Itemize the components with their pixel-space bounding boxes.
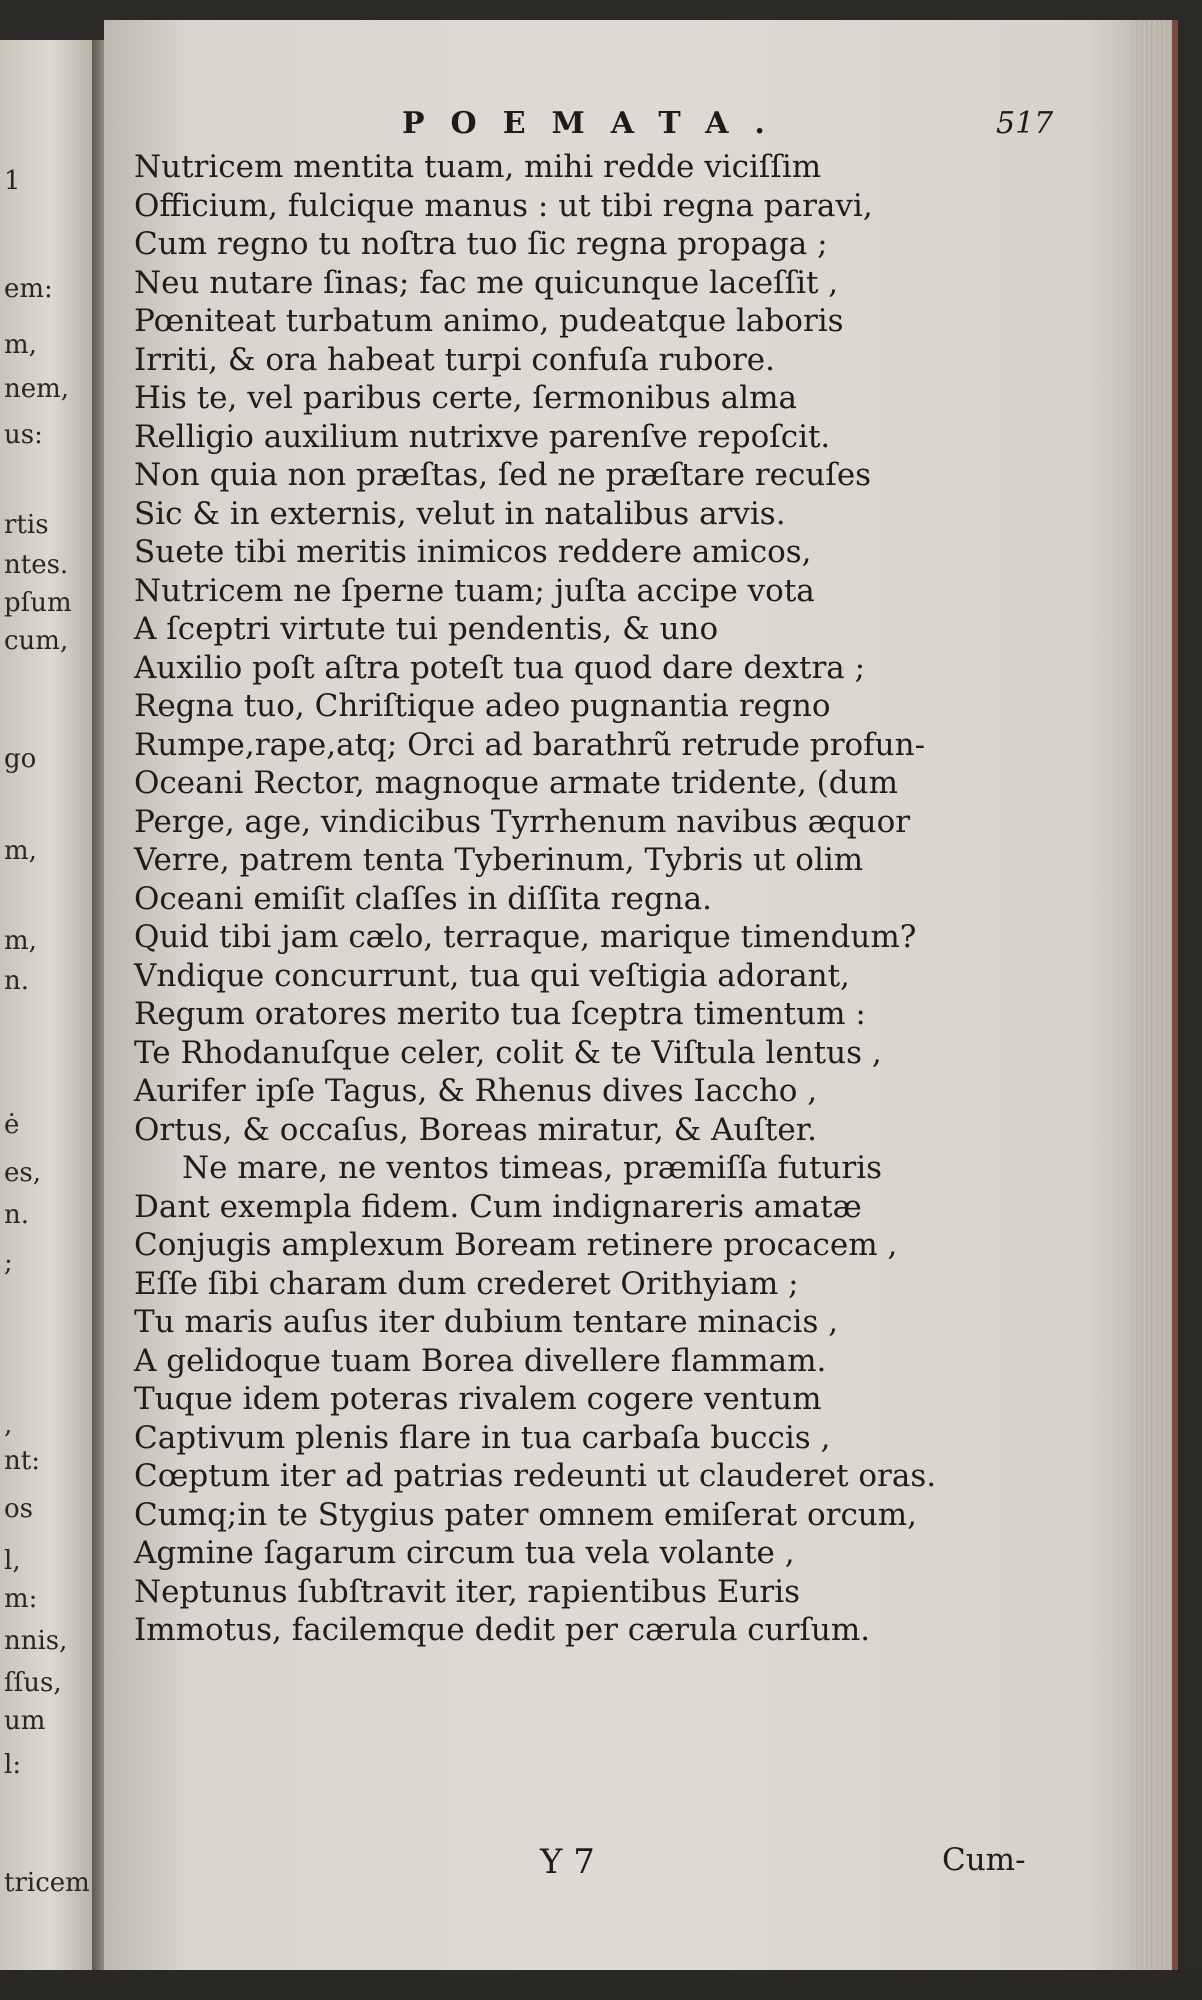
- poem-line: Cum regno tu noſtra tuo ſic regna propaga ;: [134, 226, 828, 262]
- poem-line: Oceani Rector, magnoque armate tridente, (dum: [134, 765, 898, 801]
- poem-line: Tu maris auſus iter dubium tentare minacis ,: [134, 1304, 839, 1340]
- margin-fragment: em:: [4, 274, 53, 304]
- poem-line: Quid tibi jam cælo, terraque, marique timendum?: [134, 919, 917, 955]
- poem-line: Captivum plenis flare in tua carbaſa buccis ,: [134, 1419, 831, 1456]
- page-footer: [104, 1842, 1172, 1886]
- book-bottom-edge: [0, 1970, 1202, 2000]
- margin-fragment: rtis: [4, 510, 49, 540]
- poem-line: Sic & in externis, velut in natalibus arvis.: [134, 495, 786, 532]
- poem-line: Nutricem mentita tuam, mihi redde viciſſim: [134, 149, 822, 185]
- poem-line: A ſceptri virtute tui pendentis, & uno: [134, 611, 719, 647]
- poem-line: Nutricem ne ſperne tuam; juſta accipe vota: [134, 572, 815, 609]
- page-number: 517: [996, 106, 1054, 141]
- poem-line: Conjugis amplexum Boream retinere procacem ,: [134, 1227, 898, 1263]
- poem-line: Immotus, facilemque dedit per cærula curſum.: [134, 1612, 871, 1648]
- margin-fragment: ntes.: [4, 550, 69, 580]
- poem-line: Officium, fulcique manus : ut tibi regna paravi,: [134, 187, 873, 224]
- poem-line: Tuque idem poteras rivalem cogere ventum: [134, 1381, 822, 1417]
- book-page: [104, 20, 1178, 1970]
- margin-fragment: m,: [4, 330, 37, 360]
- margin-fragment: l,: [4, 1546, 21, 1576]
- margin-fragment: m,: [4, 926, 37, 956]
- poem-line: Suete tibi meritis inimicos reddere amicos,: [134, 534, 812, 570]
- catchword: Cum-: [942, 1842, 1026, 1878]
- poem-line: Cœptum iter ad patrias redeunti ut clauderet oras.: [134, 1458, 937, 1494]
- page-header: [104, 106, 1172, 150]
- poem-line: Auxilio poſt aſtra poteſt tua quod dare dextra ;: [134, 649, 866, 686]
- margin-fragment: nnis,: [4, 1626, 68, 1656]
- poem-line: Cumq;in te Stygius pater omnem emiſerat orcum,: [134, 1496, 918, 1533]
- margin-fragment: cum,: [4, 626, 69, 656]
- margin-fragment: ,: [4, 1410, 13, 1440]
- poem-line: Regna tuo, Chriſtique adeo pugnantia regno: [134, 688, 831, 724]
- margin-fragment: ſſus,: [4, 1668, 62, 1698]
- running-title: POEMATA.: [402, 106, 791, 141]
- margin-fragment: nt:: [4, 1446, 40, 1476]
- poem-line: Neptunus ſubſtravit iter, rapientibus Euris: [134, 1573, 801, 1610]
- poem-line: Neu nutare ſinas; fac me quicunque laceſſit ,: [134, 264, 839, 301]
- margin-fragment: um: [4, 1706, 46, 1736]
- margin-fragment: pſum: [4, 588, 72, 618]
- poem-line: Pœniteat turbatum animo, pudeatque laboris: [134, 303, 844, 339]
- poem-line: Dant exempla fidem. Cum indignareris amatæ: [134, 1188, 862, 1225]
- poem-line: Irriti, & ora habeat turpi confuſa rubore.: [134, 341, 775, 378]
- poem-line: Verre, patrem tenta Tyberinum, Tybris ut olim: [134, 842, 864, 878]
- margin-fragment: os: [4, 1494, 33, 1524]
- poem-line: Te Rhodanuſque celer, colit & te Viſtula lentus ,: [134, 1034, 882, 1071]
- margin-fragment: m,: [4, 836, 37, 866]
- margin-fragment: n.: [4, 966, 30, 996]
- margin-fragment: go: [4, 744, 37, 774]
- poem-line: Perge, age, vindicibus Tyrrhenum navibus æquor: [134, 803, 911, 840]
- poem-line: Oceani emiſit claſſes in diſſita regna.: [134, 880, 712, 917]
- margin-fragment: tricem: [4, 1868, 90, 1898]
- margin-fragment: l:: [4, 1750, 22, 1780]
- previous-page-edge: [0, 40, 92, 1980]
- margin-fragment: n.: [4, 1200, 30, 1230]
- poem-line: Vndique concurrunt, tua qui veſtigia adorant,: [134, 957, 850, 994]
- margin-fragment: ė: [4, 1110, 20, 1140]
- margin-fragment: es,: [4, 1158, 41, 1188]
- poem-line: Aurifer ipſe Tagus, & Rhenus dives Iaccho ,: [134, 1073, 818, 1109]
- poem-line-paragraph-start: Ne mare, ne ventos timeas, præmiſſa futuris: [182, 1150, 883, 1186]
- poem-line: Agmine ſagarum circum tua vela volante ,: [134, 1535, 795, 1571]
- margin-fragment: ;: [4, 1248, 13, 1278]
- poem-line: Non quia non præſtas, ſed ne præſtare recuſes: [134, 457, 872, 493]
- poem-line: Ortus, & occaſus, Boreas miratur, & Auſter.: [134, 1111, 817, 1148]
- signature-mark: Y 7: [540, 1842, 595, 1882]
- margin-fragment: nem,: [4, 374, 70, 404]
- poem-line: Relligio auxilium nutrixve parenſve repoſcit.: [134, 418, 831, 455]
- poem-line: A gelidoque tuam Borea divellere flammam.: [134, 1342, 827, 1379]
- margin-fragment: m:: [4, 1584, 38, 1614]
- poem-line: Eſſe ſibi charam dum crederet Orithyiam ;: [134, 1265, 799, 1302]
- poem-text-block: [134, 148, 994, 1650]
- margin-fragment: us:: [4, 420, 43, 450]
- page-edge-stack: [1132, 20, 1172, 1970]
- poem-line: Regum oratores merito tua ſceptra timentum :: [134, 996, 866, 1032]
- poem-line: His te, vel paribus certe, ſermonibus alma: [134, 380, 797, 416]
- poem-line: Rumpe,rape,atq; Orci ad barathrũ retrude profun-: [134, 726, 926, 763]
- margin-fragment: 1: [4, 166, 21, 196]
